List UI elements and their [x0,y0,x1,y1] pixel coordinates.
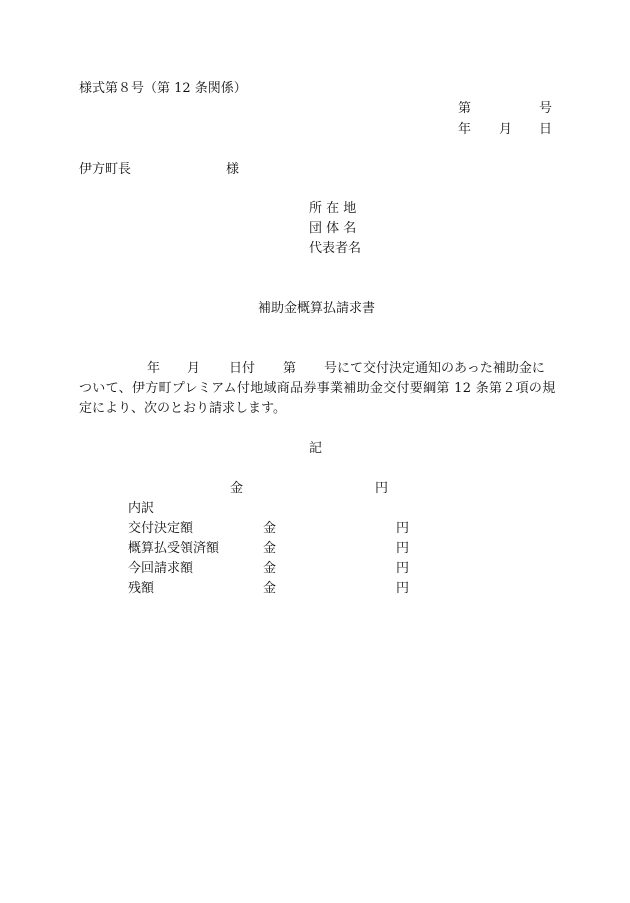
org-name-label: 団 体 名 [309,221,357,236]
record-label: 記 [309,441,323,456]
breakdown-kin: 金 [263,561,277,576]
body-line1-rest: 号にて交付決定通知のあった補助金に [324,361,545,376]
breakdown-label: 交付決定額 [128,521,194,536]
body-line3: 定により、次のとおり請求します。 [79,401,286,416]
representative-label: 代表者名 [309,241,362,256]
form-label: 様式第８号（第 12 条関係） [79,81,247,96]
doc-number-suffix: 号 [539,101,553,116]
breakdown-kin: 金 [263,521,277,536]
doc-number-prefix: 第 [458,101,472,116]
address-label: 所 在 地 [309,201,357,216]
body-month: 月 [187,361,201,376]
body-day-suffix: 日付 [229,361,256,376]
document-title: 補助金概算払請求書 [258,301,376,316]
date-month: 月 [499,122,513,137]
breakdown-label: 概算払受領済額 [128,541,220,556]
date-year: 年 [458,122,472,137]
addressee-name: 伊方町長 [79,162,132,177]
body-number-prefix: 第 [283,361,297,376]
body-line2: ついて、伊方町プレミアム付地域商品券事業補助金交付要綱第 12 条第２項の規 [79,381,556,396]
breakdown-yen: 円 [396,521,410,536]
breakdown-kin: 金 [263,541,277,556]
addressee-honorific: 様 [226,162,240,177]
breakdown-yen: 円 [396,581,410,596]
breakdown-kin: 金 [263,581,277,596]
breakdown-label: 今回請求額 [128,561,194,576]
breakdown-heading: 内訳 [128,501,155,516]
body-year: 年 [147,361,161,376]
date-day: 日 [539,122,553,137]
breakdown-yen: 円 [396,561,410,576]
total-yen: 円 [375,481,389,496]
total-kin: 金 [230,481,244,496]
breakdown-label: 残額 [128,581,155,596]
breakdown-yen: 円 [396,541,410,556]
